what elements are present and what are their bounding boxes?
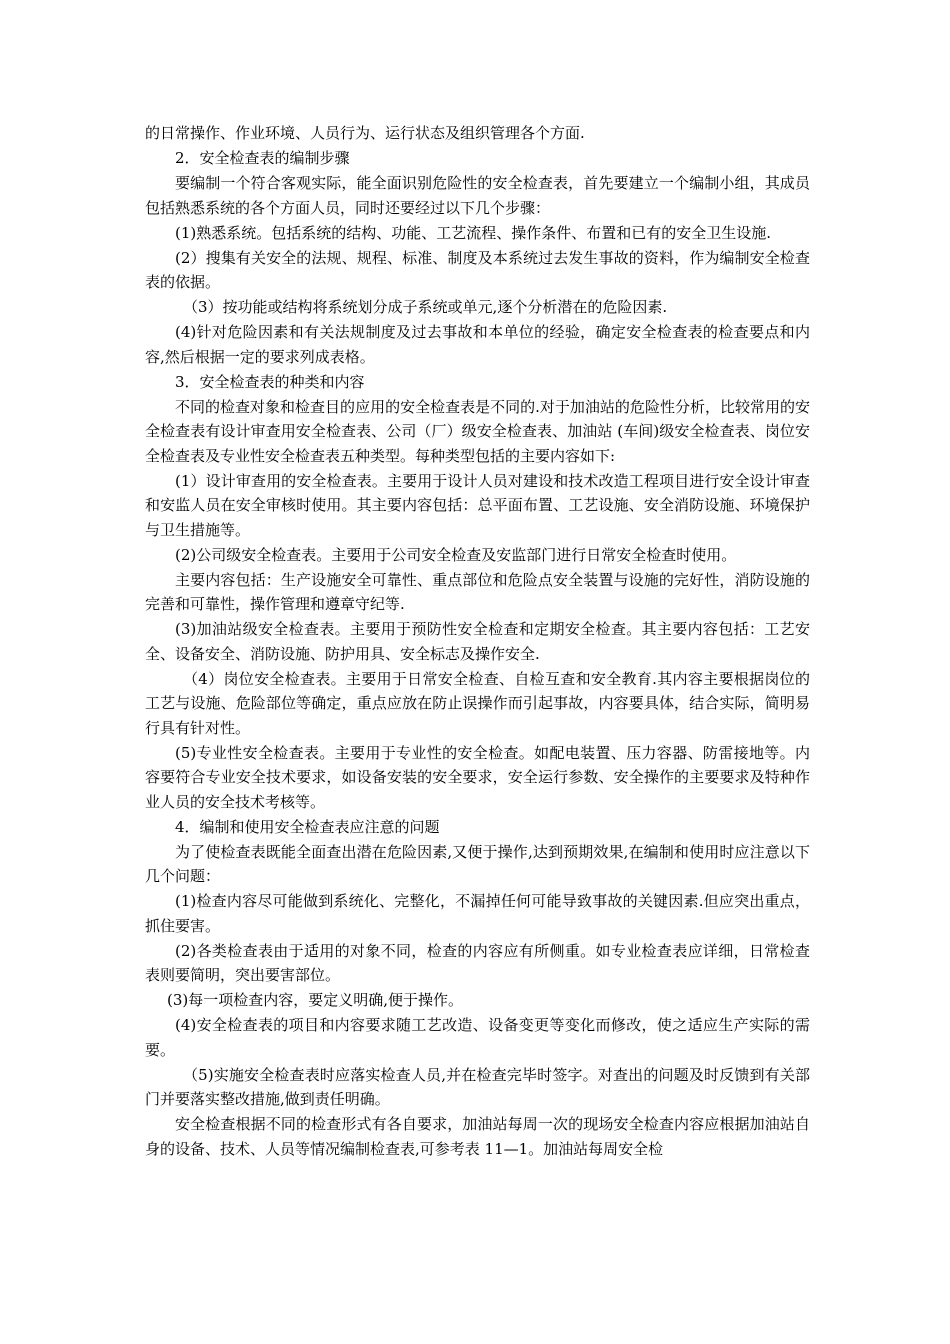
- paragraph: 要编制一个符合客观实际，能全面识别危险性的安全检查表，首先要建立一个编制小组，其成员包括熟悉系统的各个方面人员，同时还要经过以下几个步骤：: [145, 174, 810, 217]
- list-item: （3）按功能或结构将系统划分成子系统或单元,逐个分析潜在的危险因素.: [183, 298, 668, 316]
- paragraph: 主要内容包括：生产设施安全可靠性、重点部位和危险点安全装置与设施的完好性，消防设施的完善和可靠性，操作管理和遵章守纪等.: [145, 570, 810, 613]
- document-body: [145, 121, 810, 1161]
- list-item: (1）设计审查用的安全检查表。主要用于设计人员对建设和技术改造工程项目进行安全设计审查和安监人员在安全审核时使用。其主要内容包括：总平面布置、工艺设施、安全消防设施、环境保护与卫生措施等。: [145, 471, 810, 539]
- paragraph: 不同的检查对象和检查目的应用的安全检查表是不同的.对于加油站的危险性分析，比较常用的安全检查表有设计审查用安全检查表、公司（厂）级安全检查表、加油站 (车间)级安全检查表、岗位安全检查表及专业性安全检查表五种类型。每种类型包括的主要内容如下:: [145, 397, 810, 465]
- list-item: (5)专业性安全检查表。主要用于专业性的安全检查。如配电装置、压力容器、防雷接地等。内容要符合专业安全技术要求，如设备安装的安全要求，安全运行参数、安全操作的主要要求及特种作业人员的安全技术考核等。: [145, 743, 810, 811]
- list-item: （4）岗位安全检查表。主要用于日常安全检查、自检互查和安全教育.其内容主要根据岗位的工艺与设施、危险部位等确定，重点应放在防止误操作而引起事故，内容要具体，结合实际，简明易行具有针对性。: [145, 669, 810, 737]
- paragraph: 安全检查根据不同的检查形式有各自要求，加油站每周一次的现场安全检查内容应根据加油站自身的设备、技术、人员等情况编制检查表,可参考表 11—1。加油站每周安全检: [145, 1115, 810, 1158]
- list-item: (2)各类检查表由于适用的对象不同，检查的内容应有所侧重。如专业检查表应详细，日常检查表则要简明，突出要害部位。: [145, 941, 810, 984]
- list-item: (2)公司级安全检查表。主要用于公司安全检查及安监部门进行日常安全检查时使用。: [175, 545, 737, 564]
- list-item: (1)熟悉系统。包括系统的结构、功能、工艺流程、操作条件、布置和已有的安全卫生设施.: [175, 223, 772, 242]
- list-item: （5)实施安全检查表时应落实检查人员,并在检查完毕时签字。对查出的问题及时反馈到有关部门并要落实整改措施,做到责任明确。: [145, 1065, 810, 1108]
- section-heading: 2．安全检查表的编制步骤: [175, 149, 350, 167]
- section-heading: 3．安全检查表的种类和内容: [175, 372, 365, 391]
- list-item: (3)每一项检查内容，要定义明确,便于操作。: [167, 991, 464, 1009]
- section-heading: 4．编制和使用安全检查表应注意的问题: [175, 817, 440, 836]
- list-item: (2）搜集有关安全的法规、规程、标准、制度及本系统过去发生事故的资料，作为编制安全检查表的依据。: [145, 248, 810, 291]
- list-item: (4)针对危险因素和有关法规制度及过去事故和本单位的经验，确定安全检查表的检查要点和内容,然后根据一定的要求列成表格。: [145, 323, 810, 366]
- list-item: (4)安全检查表的项目和内容要求随工艺改造、设备变更等变化而修改，使之适应生产实际的需要。: [145, 1016, 810, 1059]
- list-item: (1)检查内容尽可能做到系统化、完整化，不漏掉任何可能导致事故的关键因素.但应突出重点，抓住要害。: [145, 892, 810, 935]
- list-item: (3)加油站级安全检查表。主要用于预防性安全检查和定期安全检查。其主要内容包括：工艺安全、设备安全、消防设施、防护用具、安全标志及操作安全.: [145, 620, 810, 663]
- paragraph: 为了使检查表既能全面查出潜在危险因素,又便于操作,达到预期效果,在编制和使用时应注意以下几个问题：: [145, 842, 810, 885]
- paragraph: 的日常操作、作业环境、人员行为、运行状态及组织管理各个方面.: [145, 124, 585, 142]
